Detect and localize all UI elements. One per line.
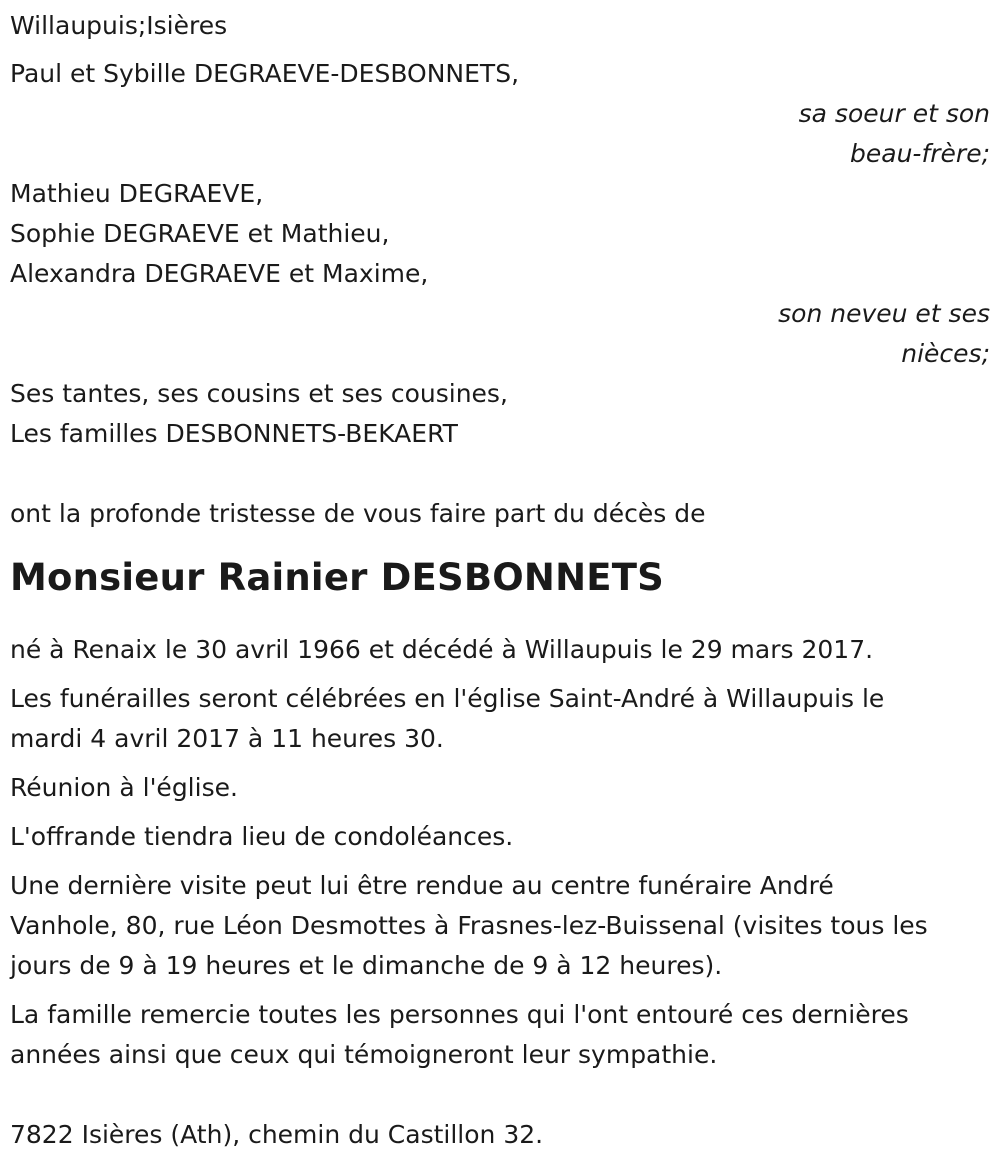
relation-line: beau-frère; [850,139,990,168]
relation-nephew [10,294,990,374]
details [10,630,990,1075]
meeting-paragraph [10,768,990,808]
family-name-line: Sophie DEGRAEVE et Mathieu, [10,219,390,248]
visit-paragraph [10,866,990,986]
paragraph-line: Les funérailles seront célébrées en l'église Saint-André à Willaupuis le [10,684,885,713]
family-name-line: Ses tantes, ses cousins et ses cousines, [10,379,508,408]
relation-line: son neveu et ses [778,299,990,328]
address-text: 7822 Isières (Ath), chemin du Castillon 32. [10,1120,544,1149]
family-name-line: Les familles DESBONNETS-BEKAERT [10,419,458,448]
family-name-line: Alexandra DEGRAEVE et Maxime, [10,259,429,288]
announcement [10,494,990,534]
family-name-line: Paul et Sybille DEGRAEVE-DESBONNETS, [10,59,520,88]
family-group-3 [10,374,990,454]
paragraph-line: jours de 9 à 19 heures et le dimanche de 9 à 12 heures). [10,951,723,980]
thanks-paragraph [10,995,990,1075]
family-group-1 [10,54,990,174]
relation-line: nièces; [901,339,990,368]
birth-death-paragraph [10,630,990,670]
paragraph-line: La famille remercie toutes les personnes qui l'ont entouré ces dernières [10,1000,909,1029]
place-text: Willaupuis;Isières [10,11,228,40]
paragraph-line: Vanhole, 80, rue Léon Desmottes à Frasnes-lez-Buissenal (visites tous les [10,911,928,940]
paragraph-line: Une dernière visite peut lui être rendue au centre funéraire André [10,871,834,900]
deceased-name: Monsieur Rainier DESBONNETS [10,556,665,599]
family-name-line: Mathieu DEGRAEVE, [10,179,264,208]
paragraph-line: années ainsi que ceux qui témoigneront leur sympathie. [10,1040,718,1069]
funeral-paragraph [10,679,990,759]
relation-sister [10,94,990,174]
paragraph-line: mardi 4 avril 2017 à 11 heures 30. [10,724,444,753]
family-group-2 [10,174,990,374]
offering-paragraph [10,817,990,857]
address [10,1115,990,1155]
header-place [10,6,990,46]
paragraph-line: Réunion à l'église. [10,773,238,802]
paragraph-line: né à Renaix le 30 avril 1966 et décédé à Willaupuis le 29 mars 2017. [10,635,874,664]
relation-line: sa soeur et son [798,99,990,128]
announcement-text: ont la profonde tristesse de vous faire part du décès de [10,499,706,528]
paragraph-line: L'offrande tiendra lieu de condoléances. [10,822,514,851]
